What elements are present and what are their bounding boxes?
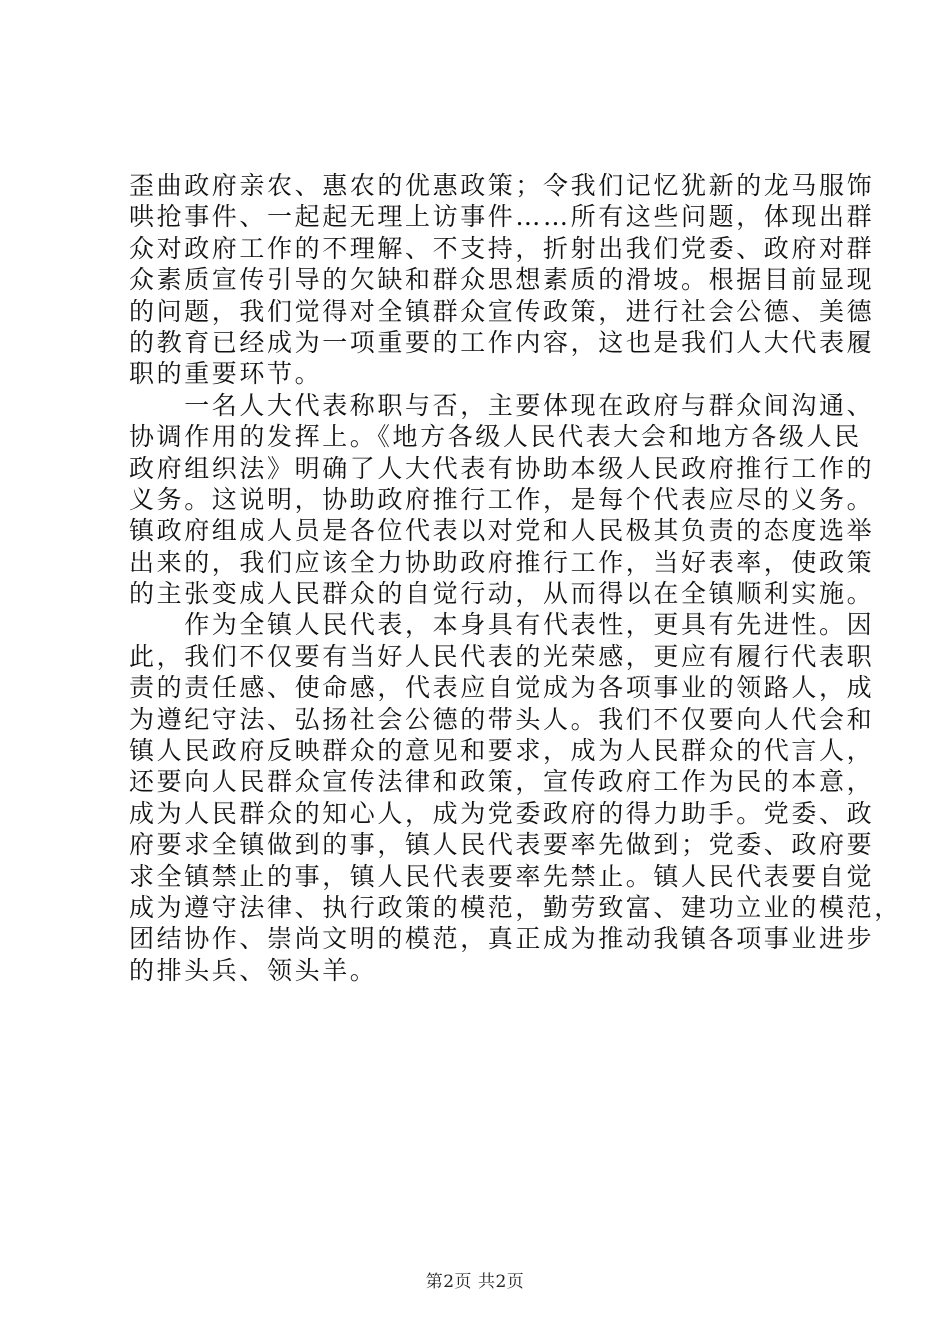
text-line: 成为遵守法律、执行政策的模范，勤劳致富、建功立业的模范，	[129, 892, 902, 922]
paragraph-1	[129, 170, 875, 390]
text-line: 府要求全镇做到的事，镇人民代表要率先做到；党委、政府要	[129, 830, 875, 860]
text-line: 求全镇禁止的事，镇人民代表要率先禁止。镇人民代表要自觉	[129, 861, 875, 891]
text-line: 镇人民政府反映群众的意见和要求，成为人民群众的代言人，	[129, 736, 875, 766]
text-line: 此，我们不仅要有当好人民代表的光荣感，更应有履行代表职	[129, 641, 875, 671]
text-line: 镇政府组成人员是各位代表以对党和人民极其负责的态度选举	[129, 516, 875, 546]
text-line: 一名人大代表称职与否，主要体现在政府与群众间沟通、	[129, 390, 875, 420]
page-footer	[0, 1271, 950, 1293]
text-line: 出来的，我们应该全力协助政府推行工作，当好表率，使政策	[129, 547, 875, 577]
paragraph-3	[129, 609, 902, 986]
text-line: 作为全镇人民代表，本身具有代表性，更具有先进性。因	[129, 610, 875, 640]
text-line: 的排头兵、领头羊。	[129, 955, 378, 985]
text-line: 为遵纪守法、弘扬社会公德的带头人。我们不仅要向人代会和	[129, 704, 875, 734]
text-line: 的主张变成人民群众的自觉行动，从而得以在全镇顺利实施。	[129, 579, 875, 609]
text-line: 政府组织法》明确了人大代表有协助本级人民政府推行工作的	[129, 453, 875, 483]
text-line: 的问题，我们觉得对全镇群众宣传政策，进行社会公德、美德	[129, 296, 875, 326]
text-line: 责的责任感、使命感，代表应自觉成为各项事业的领路人，成	[129, 673, 875, 703]
text-line: 的教育已经成为一项重要的工作内容，这也是我们人大代表履	[129, 327, 875, 357]
text-line: 还要向人民群众宣传法律和政策，宣传政府工作为民的本意，	[129, 767, 875, 797]
page-number: 第2页	[425, 1272, 473, 1292]
document-body	[129, 170, 902, 986]
text-line: 团结协作、崇尚文明的模范，真正成为推动我镇各项事业进步	[129, 924, 875, 954]
text-line: 众对政府工作的不理解、不支持，折射出我们党委、政府对群	[129, 233, 875, 263]
page-total: 共2页	[477, 1272, 525, 1292]
paragraph-2	[129, 390, 875, 610]
text-line: 歪曲政府亲农、惠农的优惠政策；令我们记忆犹新的龙马服饰	[129, 171, 875, 200]
text-line: 义务。这说明，协助政府推行工作，是每个代表应尽的义务。	[129, 484, 875, 514]
text-line: 哄抢事件、一起起无理上访事件……所有这些问题，体现出群	[129, 202, 875, 232]
text-line: 职的重要环节。	[129, 359, 323, 389]
text-line: 成为人民群众的知心人，成为党委政府的得力助手。党委、政	[129, 798, 875, 828]
text-line: 协调作用的发挥上。《地方各级人民代表大会和地方各级人民	[129, 422, 862, 452]
text-line: 众素质宣传引导的欠缺和群众思想素质的滑坡。根据目前显现	[129, 265, 875, 295]
